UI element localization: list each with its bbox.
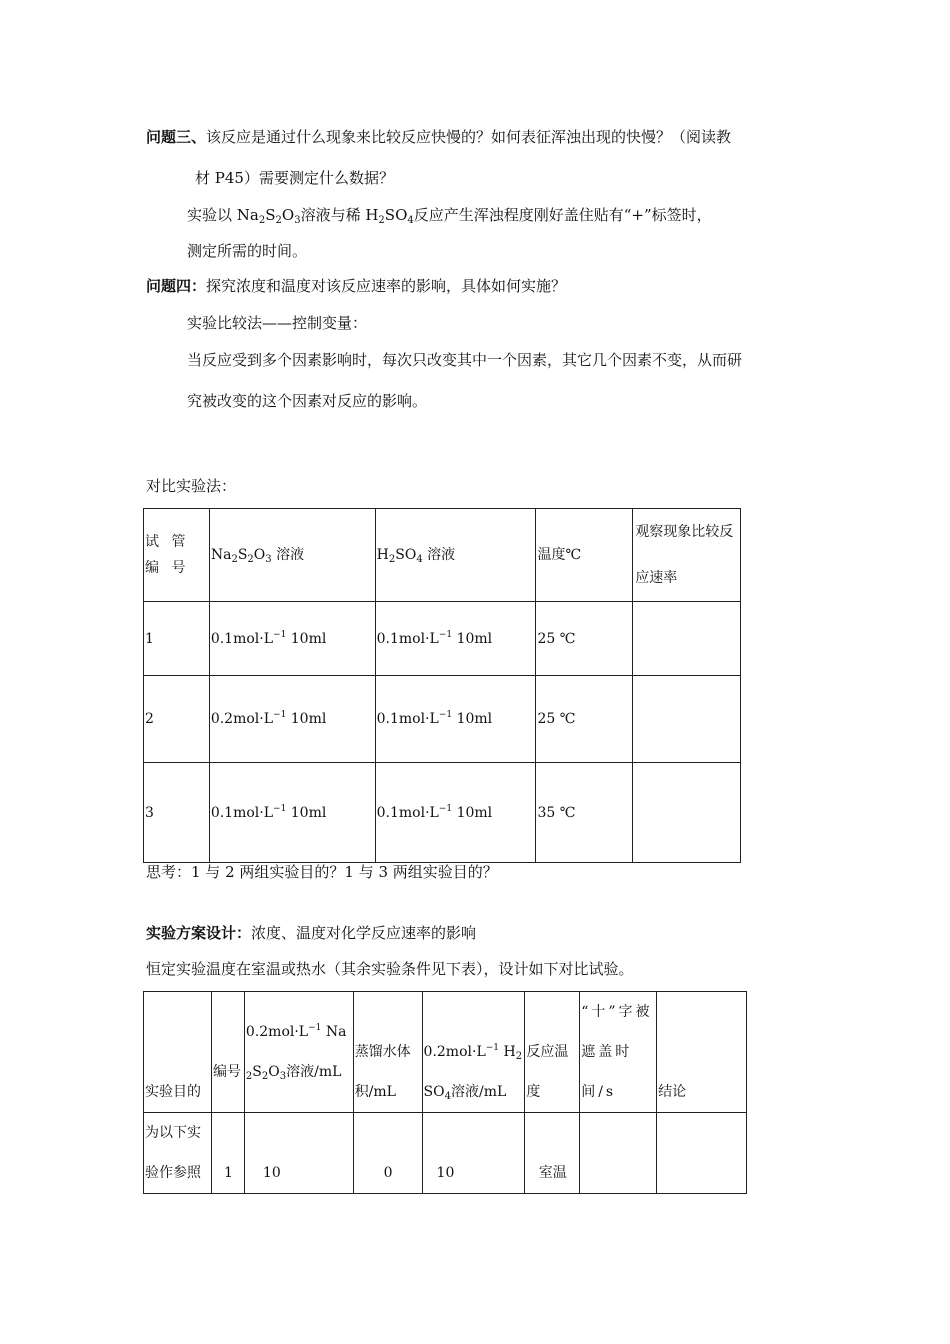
design-label: 实验方案设计： — [146, 924, 252, 942]
header-na2s2o3-volume: $0.2mol\cdot L^{-1}$ $Na_2S_2O_3$溶液/mL — [244, 992, 353, 1113]
question-four-label: 问题四： — [146, 277, 207, 295]
question-three-text: 该反应是通过什么现象来比较反应快慢的？如何表征浑浊出现的快慢？（阅读教 — [206, 128, 732, 146]
table-header-row — [144, 509, 741, 602]
experiment-description: 实验以 $Na_2S_2O_3$溶液与稀 $H_2SO_4$反应产生浑浊程度刚好盖住贴有“+”标签时， — [187, 206, 712, 226]
table-header-row — [144, 992, 747, 1113]
question-four — [146, 276, 566, 296]
header-na2s2o3: $Na_2S_2O_3$ 溶液 — [209, 509, 375, 602]
question-three — [146, 127, 731, 147]
question-four-text: 探究浓度和温度对该反应速率的影响，具体如何实施？ — [206, 277, 567, 295]
header-conclusion: 结论 — [657, 992, 747, 1113]
question-three-label: 问题三、 — [146, 128, 207, 146]
header-h2so4-volume: $0.2mol\cdot L^{-1}$ $H_2SO_4$溶液/mL — [422, 992, 525, 1113]
compare-title: 对比实验法： — [146, 477, 237, 495]
method-title: 实验比较法——控制变量： — [187, 314, 368, 332]
header-number: 编号 — [211, 992, 244, 1113]
think-question: 思考：1 与 2 两组实验目的？1 与 3 两组实验目的？ — [146, 863, 498, 881]
table-row: 1 $0.1mol\cdot L^{-1}$ 10ml $0.1mol\cdot L^{-1}$ 10ml 25 ℃ — [144, 602, 741, 676]
table-row: 3 $0.1mol\cdot L^{-1}$ 10ml $0.1mol\cdot L^{-1}$ 10ml 35 ℃ — [144, 763, 741, 863]
header-h2so4: $H_2SO_4$ 溶液 — [375, 509, 536, 602]
header-purpose: 实验目的 — [144, 992, 212, 1113]
design-table — [143, 991, 747, 1194]
method-line1: 当反应受到多个因素影响时，每次只改变其中一个因素，其它几个因素不变，从而研 — [187, 351, 743, 369]
header-cover-time: “十”字被遮盖时间/s — [580, 992, 657, 1113]
design-text: 浓度、温度对化学反应速率的影响 — [251, 924, 477, 942]
header-temperature: 温度℃ — [536, 509, 633, 602]
design-line2: 恒定实验温度在室温或热水（其余实验条件见下表），设计如下对比试验。 — [146, 960, 634, 978]
design-heading — [146, 923, 476, 943]
comparison-table — [143, 508, 741, 863]
header-temperature: 反应温度 — [525, 992, 580, 1113]
header-water-volume: 蒸馏水体积/mL — [353, 992, 422, 1113]
question-three-line2: 材 P45）需要测定什么数据？ — [195, 169, 394, 187]
header-observation: 观察现象比较反应速率 — [633, 509, 741, 602]
header-tube-no: 试 管 编 号 — [144, 509, 210, 602]
table-row: 为以下实验作参照 1 10 0 10 室温 — [144, 1113, 747, 1194]
method-line2: 究被改变的这个因素对反应的影响。 — [187, 392, 428, 410]
experiment-description-line2: 测定所需的时间。 — [187, 242, 308, 260]
table-row: 2 $0.2mol\cdot L^{-1}$ 10ml $0.1mol\cdot L^{-1}$ 10ml 25 ℃ — [144, 676, 741, 763]
